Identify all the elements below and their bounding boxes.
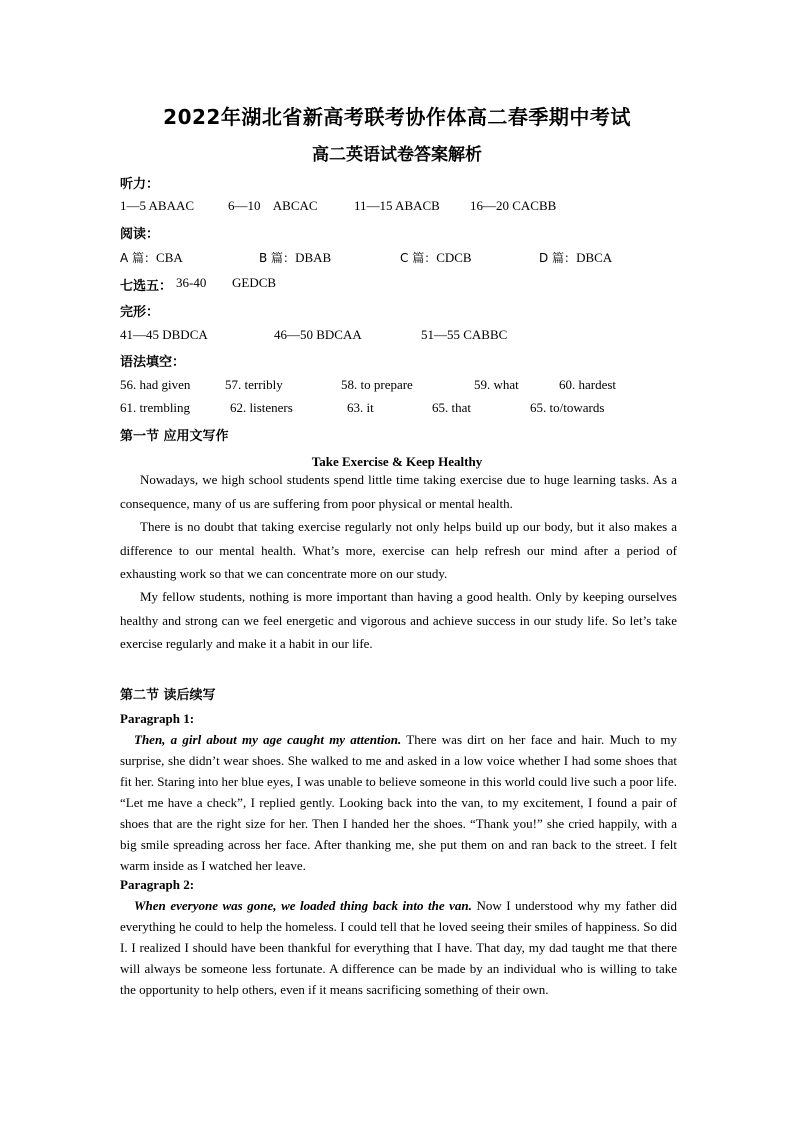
essay-paragraph-1: Nowadays, we high school students spend little time taking exercise due to huge learning tasks. As a consequence, many of us are suffering from poor physical or mental health.: [120, 472, 677, 511]
paragraph-2-label: Paragraph 2:: [120, 877, 195, 892]
grammar-answer: 65. that: [432, 400, 471, 415]
reading-prefix: D 篇：: [539, 251, 577, 265]
reading-value: CDCB: [436, 250, 472, 265]
cloze-answer: 51—55 CABBC: [421, 327, 508, 342]
listening-answers: [120, 198, 680, 216]
page-subtitle: 高二英语试卷答案解析: [312, 145, 482, 165]
essay-title: Take Exercise & Keep Healthy: [311, 454, 483, 469]
grammar-row-1: [120, 377, 680, 395]
grammar-answer: 58. to prepare: [341, 377, 413, 392]
reading-answer-c: [400, 249, 472, 266]
cloze-answers: [120, 327, 680, 345]
paragraph-2-body: Now I understood why my father did everything he could to help the homeless. I could tell that he loved seeing their smiles of happiness. So did I. I realized I should have been thankful for everything that I have. That day, my dad taught me that there will always be someone less fortunate. A difference can be made by an individual who is willing to take the opportunity to help others, even if it means sacrificing something of their own.: [120, 898, 677, 997]
reading-prefix: A 篇：: [120, 251, 157, 265]
continuation-paragraph-1: [120, 729, 677, 876]
seven-five-range: 36-40: [176, 275, 207, 290]
reading-value: DBAB: [295, 250, 332, 265]
listening-answer: 16—20 CACBB: [470, 198, 557, 213]
listening-answer: 1—5 ABAAC: [120, 198, 195, 213]
grammar-answer: 61. trembling: [120, 400, 191, 415]
reading-label: 阅读：: [120, 227, 160, 242]
section1-label: 第一节 应用文写作: [120, 429, 229, 444]
paragraph-2-lead: When everyone was gone, we loaded thing back into the van.: [134, 898, 472, 913]
grammar-answer: 56. had given: [120, 377, 191, 392]
listening-answer: 11—15 ABACB: [354, 198, 440, 213]
continuation-paragraph-2: [120, 895, 677, 1000]
grammar-label: 语法填空：: [120, 355, 186, 370]
grammar-answer: 59. what: [474, 377, 519, 392]
reading-value: CBA: [156, 250, 183, 265]
reading-prefix: B 篇：: [259, 251, 296, 265]
reading-answer-a: [120, 249, 183, 266]
cloze-label: 完形：: [120, 305, 160, 320]
section2-label: 第二节 读后续写: [120, 688, 216, 703]
reading-prefix: C 篇：: [400, 251, 437, 265]
listening-answer: 6—10 ABCAC: [228, 198, 318, 213]
reading-answer-d: [539, 249, 612, 266]
grammar-answer: 60. hardest: [559, 377, 617, 392]
reading-answers: [120, 249, 680, 267]
grammar-answer: 63. it: [347, 400, 374, 415]
essay-paragraph-2: There is no doubt that taking exercise regularly not only helps build up our body, but it also makes a difference to our mental health. What’s more, exercise can help refresh our mind after a period of exhausting work so that we can concentrate more on our study.: [120, 519, 677, 581]
grammar-row-2: [120, 400, 680, 418]
seven-five-value: GEDCB: [232, 275, 277, 290]
seven-five-label: 七选五：: [120, 279, 173, 294]
paragraph-1-label: Paragraph 1:: [120, 711, 195, 726]
grammar-answer: 57. terribly: [225, 377, 283, 392]
listening-label: 听力：: [120, 177, 160, 192]
seven-five-row: [120, 275, 420, 293]
essay-paragraph-3: My fellow students, nothing is more important than having a good health. Only by keeping ourselves healthy and strong can we feel energetic and vigorous and achieve success in our study life. So let’s take exercise regularly and make it a habit in our life.: [120, 589, 677, 651]
reading-value: DBCA: [576, 250, 613, 265]
paragraph-1-body: There was dirt on her face and hair. Much to my surprise, she didn’t wear shoes. She walked to me and asked in a low voice whether I had some shoes that fit her. Staring into her blue eyes, I was unable to believe someone in this world could live such a poor life. “Let me have a check”, I replied gently. Looking back into the van, to my excitement, I found a pair of shoes that are the right size for her. Then I handed her the shoes. “Thank you!” she cried happily, with a big smile spreading across her face. After thanking me, she put them on and ran back to the street. I felt warm inside as I watched her leave.: [120, 732, 677, 873]
cloze-answer: 41—45 DBDCA: [120, 327, 208, 342]
page-title: 2022年湖北省新高考联考协作体高二春季期中考试: [163, 105, 631, 129]
cloze-answer: 46—50 BDCAA: [274, 327, 362, 342]
reading-answer-b: [259, 249, 331, 266]
grammar-answer: 65. to/towards: [530, 400, 605, 415]
grammar-answer: 62. listeners: [230, 400, 293, 415]
paragraph-1-lead: Then, a girl about my age caught my attention.: [134, 732, 402, 747]
